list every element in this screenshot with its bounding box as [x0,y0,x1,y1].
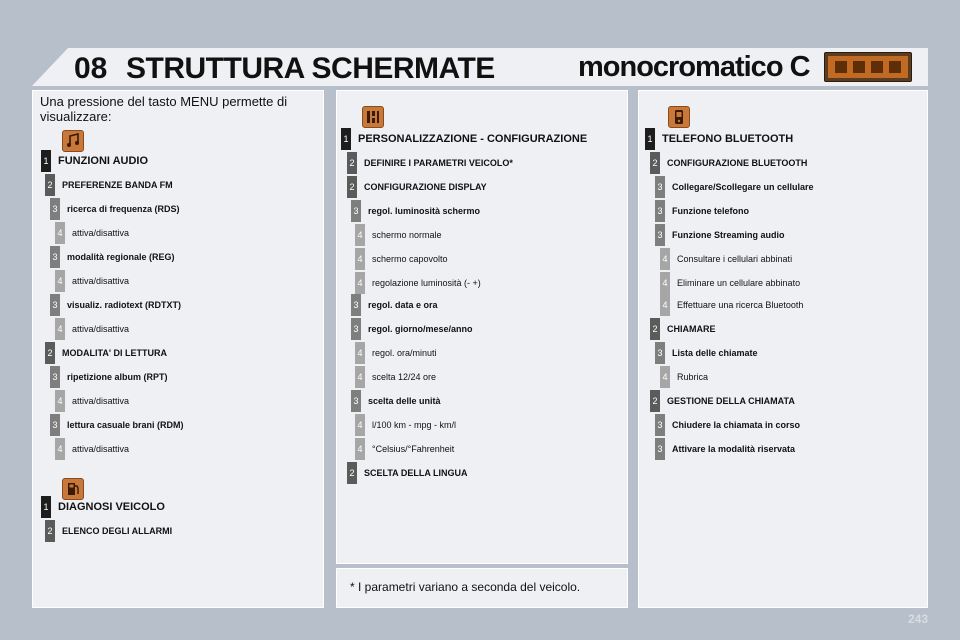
menu-item: 2 PREFERENZE BANDA FM [45,174,173,196]
menu-item: 1 TELEFONO BLUETOOTH [645,128,793,150]
menu-item: 3 Chiudere la chiamata in corso [655,414,800,436]
menu-item: 4 attiva/disattiva [55,318,129,340]
phone-icon [668,106,690,128]
menu-item: 2 GESTIONE DELLA CHIAMATA [650,390,795,412]
menu-item: 2 CHIAMARE [650,318,716,340]
menu-item: 3 Collegare/Scollegare un cellulare [655,176,814,198]
menu-item: 2 CONFIGURAZIONE BLUETOOTH [650,152,807,174]
menu-item: 4 Rubrica [660,366,708,388]
menu-item: 3 regol. giorno/mese/anno [351,318,473,340]
menu-item: 4 attiva/disattiva [55,270,129,292]
menu-item: 4 Eliminare un cellulare abbinato [660,272,800,294]
menu-item: 4 schermo capovolto [355,248,448,270]
menu-item: 4 schermo normale [355,224,442,246]
menu-item: 3 Attivare la modalità riservata [655,438,795,460]
menu-item: 3 Funzione Streaming audio [655,224,785,246]
menu-item: 3 visualiz. radiotext (RDTXT) [50,294,181,316]
page-title: STRUTTURA SCHERMATE [126,52,495,85]
menu-item: 4 scelta 12/24 ore [355,366,436,388]
menu-item: 4 °Celsius/°Fahrenheit [355,438,454,460]
music-icon [62,130,84,152]
menu-item: 2 SCELTA DELLA LINGUA [347,462,468,484]
menu-item: 4 regolazione luminosità (- +) [355,272,481,294]
tools-icon [362,106,384,128]
menu-item: 4 Effettuare una ricerca Bluetooth [660,294,803,316]
menu-item: 3 Lista delle chiamate [655,342,758,364]
menu-item: 3 scelta delle unità [351,390,441,412]
menu-item: 4 attiva/disattiva [55,222,129,244]
menu-item: 3 Funzione telefono [655,200,749,222]
menu-item: 4 l/100 km - mpg - km/l [355,414,456,436]
menu-item: 4 regol. ora/minuti [355,342,437,364]
menu-item: 3 ricerca di frequenza (RDS) [50,198,180,220]
menu-item: 3 regol. luminosità schermo [351,200,480,222]
menu-item: 4 attiva/disattiva [55,390,129,412]
chapter-number: 08 [74,52,108,85]
menu-item: 4 Consultare i cellulari abbinati [660,248,792,270]
menu-item: 3 lettura casuale brani (RDM) [50,414,184,436]
menu-item: 3 regol. data e ora [351,294,438,316]
menu-item: 3 modalità regionale (REG) [50,246,175,268]
menu-item: 4 attiva/disattiva [55,438,129,460]
footnote: * I parametri variano a seconda del veicolo. [350,580,581,594]
menu-item: 1 FUNZIONI AUDIO [41,150,148,172]
intro-text: Una pressione del tasto MENU permette di visualizzare: [40,94,288,124]
menu-item: 2 ELENCO DEGLI ALLARMI [45,520,172,542]
monochrome-display-icon [824,52,912,82]
page-number: 243 [908,612,929,626]
menu-item: 2 DEFINIRE I PARAMETRI VEICOLO* [347,152,513,174]
menu-item: 3 ripetizione album (RPT) [50,366,168,388]
menu-item: 2 CONFIGURAZIONE DISPLAY [347,176,487,198]
menu-item: 1 DIAGNOSI VEICOLO [41,496,165,518]
menu-item: 2 MODALITA' DI LETTURA [45,342,167,364]
page-subtitle: monocromatico C [578,51,810,83]
menu-item: 1 PERSONALIZZAZIONE - CONFIGURAZIONE [341,128,587,150]
